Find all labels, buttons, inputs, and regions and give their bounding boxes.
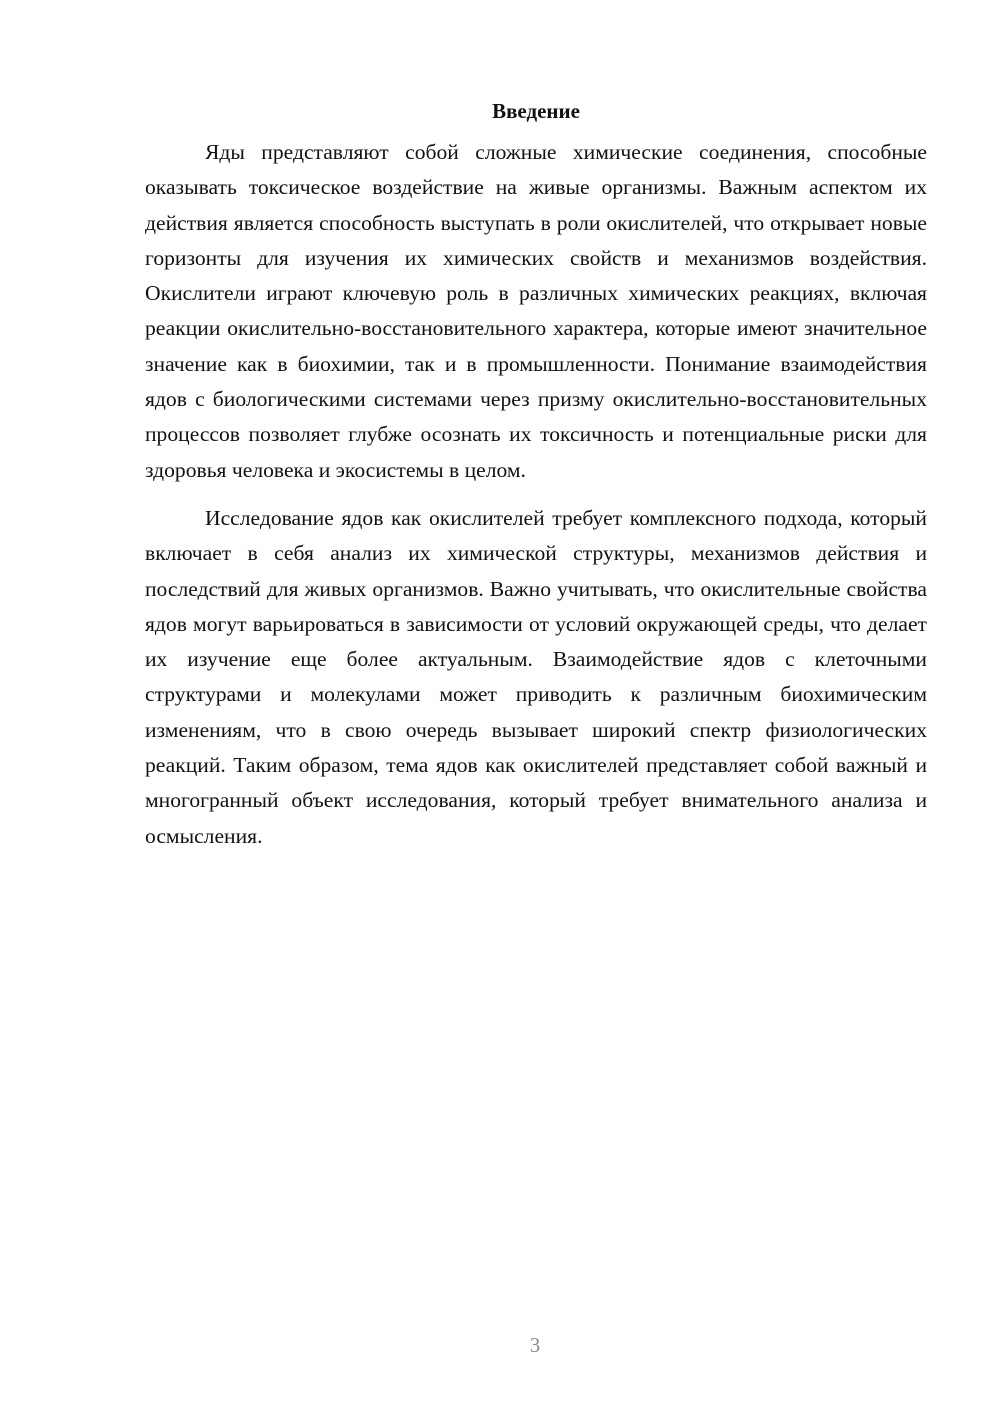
paragraph-1: Яды представляют собой сложные химические соединения, способные оказывать токсическое воздействие на живые организмы. Важным аспектом их действия является способность выступать в роли окислителей, что открывает новые горизонты для изучения их химических свойств и механизмов воздействия. Окислители играют ключевую роль в различных химических реакциях, включая реакции окислительно-восстановительного характера, которые имеют значительное значение как в биохимии, так и в промышленности. Понимание взаимодействия ядов с биологическими системами через призму окислительно-восстановительных процессов позволяет глубже осознать их токсичность и потенциальные риски для здоровья человека и экосистемы в целом. [145,140,927,482]
page-content [145,94,927,854]
section-heading: Введение [492,99,580,123]
page-number: 3 [529,1333,541,1357]
paragraph-2: Исследование ядов как окислителей требует комплексного подхода, который включает в себя анализ их химической структуры, механизмов действия и последствий для живых организмов. Важно учитывать, что окислительные свойства ядов могут варьироваться в зависимости от условий окружающей среды, что делает их изучение еще более актуальным. Взаимодействие ядов с клеточными структурами и молекулами может приводить к различным биохимическим изменениям, что в свою очередь вызывает широкий спектр физиологических реакций. Таким образом, тема ядов как окислителей представляет собой важный и многогранный объект исследования, который требует внимательного анализа и осмысления. [145,505,927,848]
